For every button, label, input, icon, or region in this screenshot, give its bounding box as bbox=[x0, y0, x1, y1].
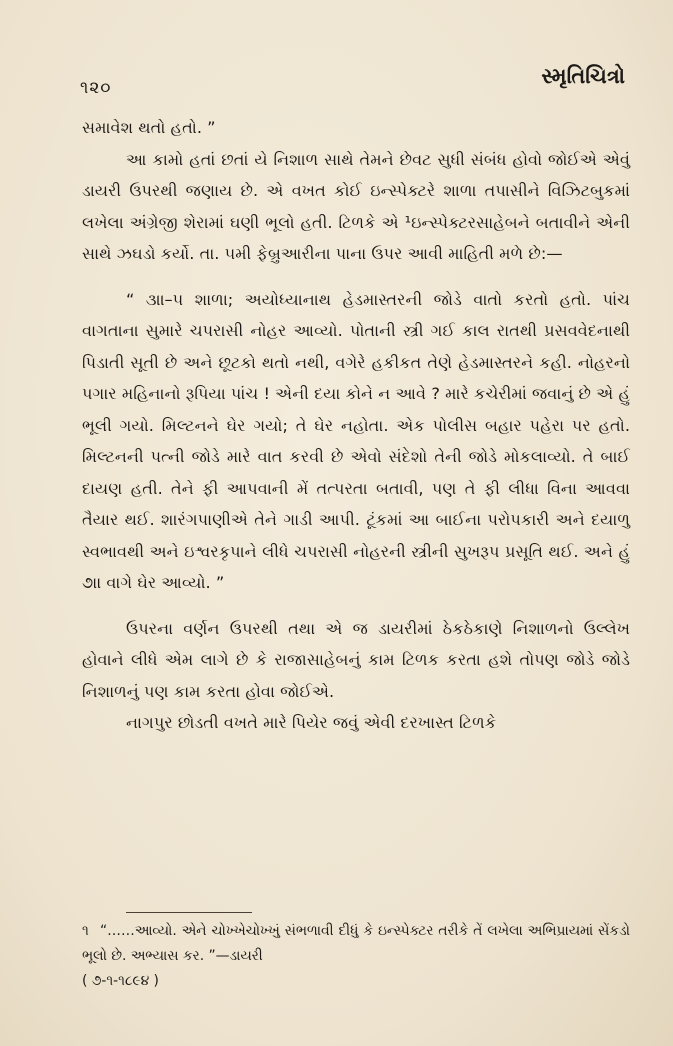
paragraph-diary-intro: આ કામો હતાં છતાં યે નિશાળ સાથે તેમને છેવટ સુધી સંબંધ હોવો જોઈએ એવું ડાયરી ઉપરથી જણાય છે. એ વખત કોઈ ઇન્સ્પેક્ટરે શાળા તપાસીને વિઝિટબુકમાં લખેલા અંગ્રેજી શેરામાં ઘણી ભૂલો હતી. ટિળકે એ ¹ઇન્સ્પેક્ટરસાહેબને બતાવીને એની સાથે ઝઘડો કર્યો. તા. ૫મી ફેબ્રુઆરીના પાના ઉપર આવી માહિતી મળે છે:— bbox=[82, 149, 630, 263]
footnote-date: ( ૭-૧-૧૮૯૪ ) bbox=[82, 973, 159, 989]
footnote bbox=[82, 919, 630, 969]
page-header bbox=[80, 60, 625, 100]
body-text bbox=[82, 112, 630, 739]
paragraph-nagpur: નાગપુર છોડતી વખતે મારે પિયેર જવું એવી દરખાસ્ત ટિળકે bbox=[126, 713, 497, 732]
footnote-text: “……આવ્યો. એને ચોખ્ખેચોખ્ખું સંભળાવી દીધું કે ઇન્સ્પેક્ટર તરીકે તેં લખેલા અભિપ્રાયમાં સેંકડો ભૂલો છે. અભ્યાસ કર. ”—ડાયરી bbox=[82, 923, 630, 964]
footnote-mark: ૧ bbox=[82, 923, 89, 939]
running-title: સ્મૃતિચિત્રો bbox=[541, 64, 625, 88]
page-number: ૧૨૦ bbox=[80, 78, 112, 98]
footnotes bbox=[82, 912, 630, 994]
paragraph-diary-quote: “ ૩ાા–૫ શાળા; અયોધ્યાનાથ હેડમાસ્તરની જોડે વાતો કરતો હતો. પાંચ વાગતાના સુમારે ચપરાસી નોહર આવ્યો. પોતાની સ્ત્રી ગઈ કાલ રાતથી પ્રસવવેદનાથી પિડાતી સૂતી છે અને છૂટકો થતો નથી, વગેરે હકીકત તેણે હેડમાસ્તરને કહી. નોહરનો પગાર મહિનાનો રૂપિયા પાંચ ! એની દયા કોને ન આવે ? મારે કચેરીમાં જવાનું છે એ હું ભૂલી ગયો. મિલ્ટનને ઘેર ગયો; તે ઘેર નહોતા. એક પોલીસ બહાર પહેરા પર હતો. મિલ્ટનની પત્ની જોડે મારે વાત કરવી છે એવો સંદેશો તેની જોડે મોકલાવ્યો. તે બાઈ દાયણ હતી. તેને ફી આપવાની મેં તત્પરતા બતાવી, પણ તે ફી લીધા વિના આવવા તૈયાર થઈ. શારંગપાણીએ તેને ગાડી આપી. ટૂંકમાં આ બાઈના પરોપકારી અને દયાળુ સ્વભાવથી અને ઇશ્વરકૃપાને લીધે ચપરાસી નોહરની સ્ત્રીની સુખરૂપ પ્રસૂતિ થઈ. અને હું ૭ાા વાગે ઘેર આવ્યો. ” bbox=[82, 289, 630, 592]
paragraph-continuation: સમાવેશ થતો હતો. ” bbox=[82, 118, 216, 137]
footnote-divider bbox=[126, 912, 252, 913]
paragraph-commentary: ઉપરના વર્ણન ઉપરથી તથા એ જ ડાયરીમાં ઠેકઠેકાણે નિશાળનો ઉલ્લેખ હોવાને લીધે એમ લાગે છે કે રાજાસાહેબનું કામ ટિળક કરતા હશે તોપણ જોડે જોડે નિશાળનું પણ કામ કરતા હોવા જોઈએ. bbox=[82, 618, 630, 701]
